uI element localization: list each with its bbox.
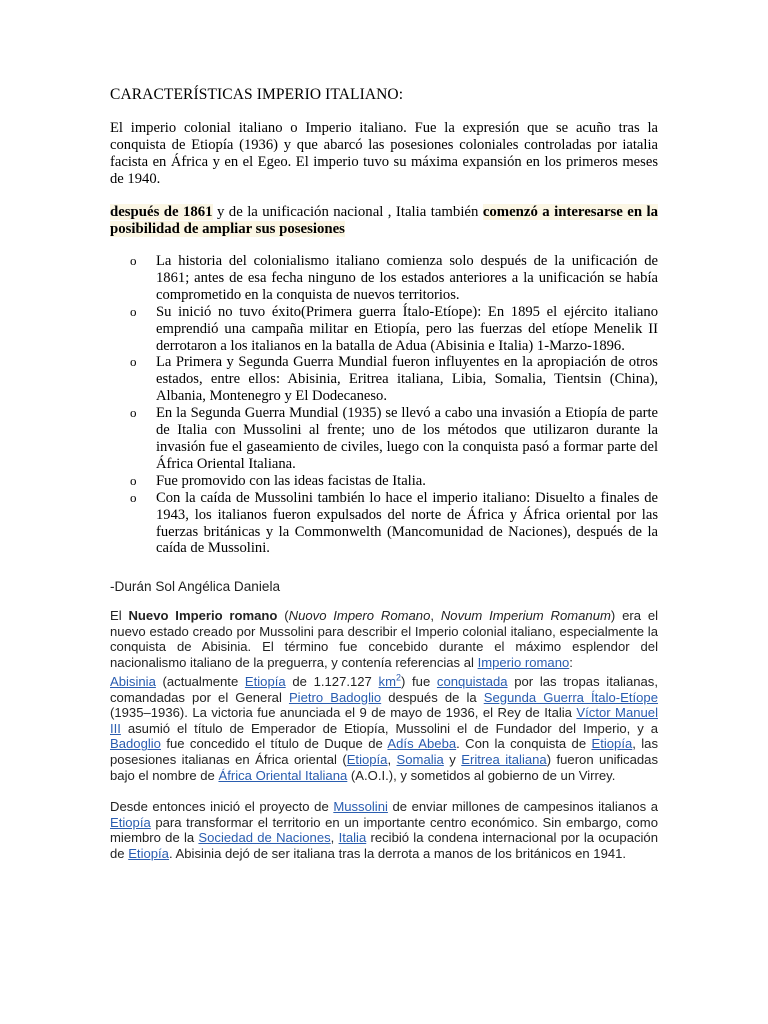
text-run: : xyxy=(569,654,573,670)
link-etiopia[interactable]: Etiopía xyxy=(128,845,169,861)
link-segunda-guerra-italo-etiope[interactable]: Segunda Guerra Ítalo-Etíope xyxy=(483,689,658,705)
list-item xyxy=(110,253,658,304)
list-item-text: La historia del colonialismo italiano comienza solo después de la unificación de 1861; antes de esa fecha ninguno de los estados anteriores a la unificación se había comprometido en la conquista de nuevos territorios. xyxy=(156,253,658,303)
link-km2-text: km xyxy=(378,674,396,689)
text-run: . Abisinia dejó de ser italiana tras la derrota a manos de los británicos en 1941. xyxy=(168,845,627,861)
heading-highlight-text: comenzó a interesarse en la posibilidad de ampliar sus posesiones xyxy=(110,204,658,237)
list-item xyxy=(110,473,658,490)
link-victor-manuel-iii[interactable]: Víctor Manuel III xyxy=(110,705,658,736)
section-heading xyxy=(110,204,658,238)
text-run: ) fueron unificadas bajo el nombre de xyxy=(110,751,658,783)
text-run: ) fue xyxy=(401,674,437,689)
link-etiopia[interactable]: Etiopía xyxy=(244,674,286,689)
list-item xyxy=(110,354,658,405)
link-africa-oriental-italiana[interactable]: África Oriental Italiana xyxy=(218,767,348,783)
superscript: 2 xyxy=(395,672,401,683)
bullet-marker: o xyxy=(130,354,137,370)
text-run: El xyxy=(110,608,129,623)
link-mussolini[interactable]: Mussolini xyxy=(333,799,388,814)
bullet-list xyxy=(110,253,658,557)
italic-term: Nuovo Impero Romano xyxy=(288,608,431,623)
wiki-paragraph-3 xyxy=(110,799,658,861)
link-imperio-romano[interactable]: Imperio romano xyxy=(477,654,570,670)
link-italia[interactable]: Italia xyxy=(338,830,367,846)
link-adis-abeba[interactable]: Adís Abeba xyxy=(387,736,457,752)
link-etiopia[interactable]: Etiopía xyxy=(346,751,388,767)
text-run: fue concedido el título de Duque de xyxy=(160,736,388,752)
bullet-marker: o xyxy=(130,253,137,268)
text-run: (1935–1936). La victoria fue anunciada el 9 de mayo de 1936, el Rey de Italia xyxy=(110,705,577,721)
italic-term: Novum Imperium Romanum xyxy=(440,608,611,623)
text-run: para transformar el territorio en un importante centro económico. Sin embargo, como miembro de la xyxy=(110,814,658,846)
text-run: , xyxy=(387,751,397,767)
text-run: y xyxy=(443,751,462,767)
text-run: ( xyxy=(277,608,289,623)
text-run: Desde entonces inició el proyecto de xyxy=(110,799,334,814)
heading-connector: y de la unificación nacional , Italia también xyxy=(212,204,483,220)
text-run: después de la xyxy=(381,689,484,705)
author-signature: -Durán Sol Angélica Daniela xyxy=(110,579,281,594)
document-title: CARACTERÍSTICAS IMPERIO ITALIANO: xyxy=(110,86,404,103)
bullet-marker: o xyxy=(130,472,137,488)
bullet-marker: o xyxy=(130,489,137,505)
text-run: . Con la conquista de xyxy=(456,736,592,752)
wiki-paragraph-2 xyxy=(110,674,658,783)
link-somalia[interactable]: Somalia xyxy=(396,751,444,767)
text-run: asumió el título de Emperador de Etiopía, Mussolini el de Fundador del Imperio, y a xyxy=(120,720,658,736)
link-etiopia[interactable]: Etiopía xyxy=(110,814,151,830)
link-abisinia[interactable]: Abisinia xyxy=(110,674,156,689)
bullet-marker: o xyxy=(130,405,137,421)
text-run: recibió la condena internacional por la ocupación de xyxy=(110,830,659,861)
list-item xyxy=(110,490,658,558)
text-run: ) era el nuevo estado creado por Mussolini para describir el Imperio colonial italiano, especialmente la conquista de Abisinia. El término fue concebido durante el máximo esplendor del nacionalismo italiano de la preguerra, y contenía referencias al xyxy=(110,608,659,670)
heading-highlight-date: después de 1861 xyxy=(110,204,213,220)
wiki-paragraph-1 xyxy=(110,608,658,670)
text-run: , las posesiones italianas en África oriental ( xyxy=(110,736,658,767)
list-item xyxy=(110,405,658,473)
link-km2[interactable] xyxy=(379,674,401,689)
link-conquistada[interactable]: conquistada xyxy=(436,674,508,689)
bold-term: Nuevo Imperio romano xyxy=(128,608,278,623)
list-item-text: En la Segunda Guerra Mundial (1935) se llevó a cabo una invasión a Etiopía de parte de Italia con Mussolini al frente; uno de los métodos que utilizaron durante la invasión fue el gaseamiento de civiles, luego con la conquista pasó a formar parte del África Oriental Italiana. xyxy=(156,405,658,472)
bullet-marker: o xyxy=(130,303,137,319)
link-pietro-badoglio[interactable]: Pietro Badoglio xyxy=(288,689,382,705)
link-badoglio[interactable]: Badoglio xyxy=(110,736,161,752)
list-item-text: Con la caída de Mussolini también lo hace el imperio italiano: Disuelto a finales de 1943, los italianos fueron expulsados del norte de África y África oriental por las fuerzas británicas y la Commonwelth (Mancomunidad de Naciones), después de la caída de Mussolini. xyxy=(156,489,658,557)
text-run: (A.O.I.), y sometidos al gobierno de un Virrey. xyxy=(347,767,616,783)
text-run: , xyxy=(430,608,441,623)
list-item-text: La Primera y Segunda Guerra Mundial fueron influyentes en la apropiación de otros estados, entre ellos: Abisinia, Eritrea italiana, Libia, Somalia, Tientsin (China), Albania, Montenegro y El Dodecaneso. xyxy=(156,354,658,405)
list-item xyxy=(110,304,658,355)
text-run: , xyxy=(330,830,339,846)
list-item-text: Su inició no tuvo éxito(Primera guerra Ítalo-Etíope): En 1895 el ejército italiano emprendió una campaña militar en Etiopía, pero las fuerzas del etíope Menelik II derrotaron a los italianos en la batalla de Adua (Abisinia e Italia) 1-Marzo-1896. xyxy=(156,303,658,354)
link-sociedad-de-naciones[interactable]: Sociedad de Naciones xyxy=(198,830,331,846)
link-eritrea-italiana[interactable]: Eritrea italiana xyxy=(461,751,547,767)
text-run: de enviar millones de campesinos italianos a xyxy=(387,799,658,814)
text-run: por las tropas italianas, comandadas por el General xyxy=(110,674,658,705)
text-run: de 1.127.127 xyxy=(285,674,379,689)
list-item-text: Fue promovido con las ideas facistas de Italia. xyxy=(156,472,426,489)
intro-paragraph: El imperio colonial italiano o Imperio italiano. Fue la expresión que se acuño tras la conquista de Etiopía (1936) y que abarcó las posesiones coloniales controladas por iatalia facista en África y en el Egeo. El imperio tuvo su máxima expansión en los primeros meses de 1940. xyxy=(110,120,658,187)
text-run: (actualmente xyxy=(155,674,245,689)
link-etiopia[interactable]: Etiopía xyxy=(591,736,633,752)
